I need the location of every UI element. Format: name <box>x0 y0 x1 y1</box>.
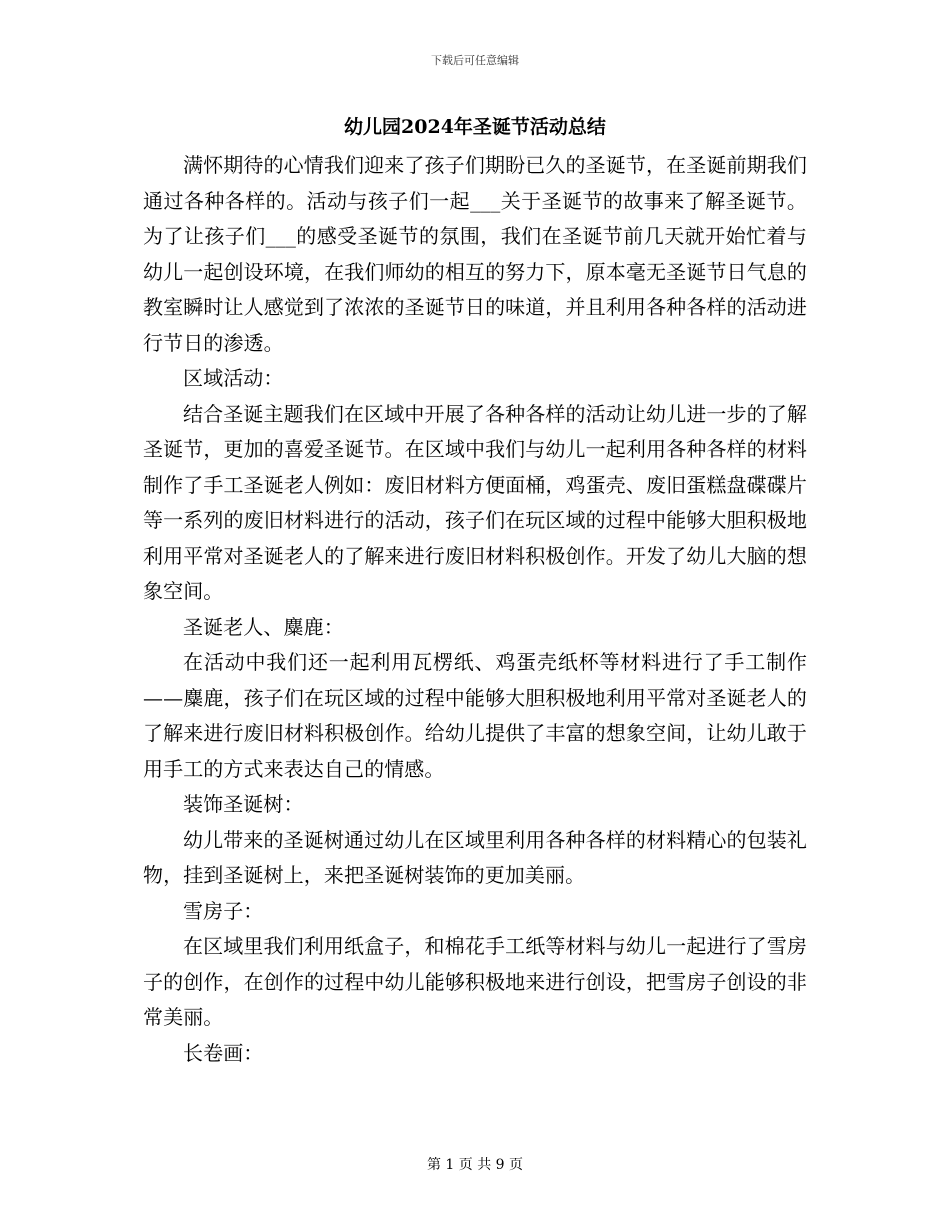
section-heading-area-activities: 区域活动： <box>183 366 284 390</box>
document-body <box>143 148 807 1071</box>
document-title: 幼儿园2024年圣诞节活动总结 <box>344 116 606 138</box>
paragraph-decorate-tree: 幼儿带来的圣诞树通过幼儿在区域里利用各种各样的材料精心的包装礼物，挂到圣诞树上，来把圣诞树装饰的更加美丽。 <box>143 827 807 887</box>
paragraph-intro: 满怀期待的心情我们迎来了孩子们期盼已久的圣诞节，在圣诞前期我们通过各种各样的。活动与孩子们一起___关于圣诞节的故事来了解圣诞节。为了让孩子们___的感受圣诞节的氛围，我们在圣诞节前几天就开始忙着与幼儿一起创设环境，在我们师幼的相互的努力下，原本毫无圣诞节日气息的教室瞬时让人感觉到了浓浓的圣诞节日的味道，并且利用各种各样的活动进行节日的渗透。 <box>143 153 807 355</box>
page-number-footer: 第 1 页 共 9 页 <box>426 1157 524 1173</box>
paragraph-santa-reindeer: 在活动中我们还一起利用瓦楞纸、鸡蛋壳纸杯等材料进行了手工制作——麋鹿，孩子们在玩区域的过程中能够大胆积极地利用平常对圣诞老人的了解来进行废旧材料积极创作。给幼儿提供了丰富的想象空间，让幼儿敢于用手工的方式来表达自己的情感。 <box>143 650 807 781</box>
paragraph-area-activities: 结合圣诞主题我们在区域中开展了各种各样的活动让幼儿进一步的了解圣诞节，更加的喜爱圣诞节。在区域中我们与幼儿一起利用各种各样的材料制作了手工圣诞老人例如：废旧材料方便面桶，鸡蛋壳、废旧蛋糕盘碟碟片等一系列的废旧材料进行的活动，孩子们在玩区域的过程中能够大胆积极地利用平常对圣诞老人的了解来进行废旧材料积极创作。开发了幼儿大脑的想象空间。 <box>143 401 807 603</box>
section-heading-snow-house: 雪房子： <box>183 898 264 923</box>
paragraph-snow-house: 在区域里我们利用纸盒子，和棉花手工纸等材料与幼儿一起进行了雪房子的创作，在创作的过程中幼儿能够积极地来进行创设，把雪房子创设的非常美丽。 <box>143 934 807 1029</box>
section-heading-decorate-tree: 装饰圣诞树： <box>183 792 304 816</box>
section-heading-santa-reindeer: 圣诞老人、麋鹿： <box>183 614 344 639</box>
header-note: 下载后可任意编辑 <box>431 54 519 67</box>
section-heading-long-scroll: 长卷画： <box>183 1040 264 1065</box>
